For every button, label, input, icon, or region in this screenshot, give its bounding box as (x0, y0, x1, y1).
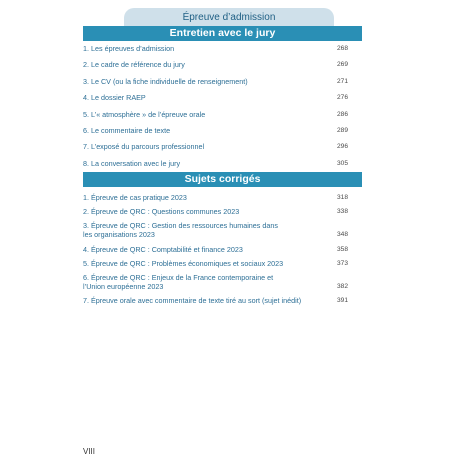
section-title-sujets: Sujets corrigés (83, 172, 362, 187)
section-title-entretien: Entretien avec le jury (83, 26, 362, 41)
toc-entry-page: 338 (336, 208, 348, 216)
toc-entry[interactable] (83, 159, 362, 168)
toc-entry[interactable] (83, 193, 362, 202)
toc-entry-page: 348 (336, 231, 348, 239)
toc-entry-title: 6. Le commentaire de texte (83, 125, 171, 135)
toc-entry[interactable] (83, 245, 362, 254)
toc-entry-title: 2. Le cadre de référence du jury (83, 60, 185, 70)
toc-entry-page: 382 (336, 282, 348, 290)
toc-entry-page: 289 (336, 126, 348, 134)
toc-entry-page: 318 (336, 194, 348, 201)
toc-entry-title: 8. La conversation avec le jury (83, 158, 181, 168)
toc-entry-page: 271 (336, 77, 348, 85)
toc-entry-page: 358 (336, 245, 348, 253)
toc-entry-page: 268 (336, 45, 348, 52)
toc-entry[interactable] (83, 110, 362, 119)
toc-entry-page: 305 (336, 159, 348, 167)
toc-entry[interactable] (83, 259, 362, 268)
toc-entry-page: 269 (336, 61, 348, 69)
toc-entry[interactable] (83, 93, 362, 102)
toc-entry-page: 373 (336, 259, 348, 267)
toc-entry-title: 5. L’« atmosphère » de l’épreuve orale (83, 109, 206, 119)
toc-entry[interactable] (83, 44, 362, 53)
toc-entry[interactable] (83, 221, 362, 239)
toc-entry-page: 391 (336, 297, 348, 305)
toc-entry-page: 296 (336, 143, 348, 151)
toc-entry[interactable] (83, 126, 362, 135)
toc-entry[interactable] (83, 296, 362, 305)
toc-entry-page: 286 (336, 110, 348, 118)
toc-entry[interactable] (83, 142, 362, 151)
toc-entry-title: 2. Épreuve de QRC : Questions communes 2023 (83, 207, 240, 217)
toc-entry-title: 3. Épreuve de QRC : Gestion des ressources humaines dans les organisations 2023 (83, 221, 278, 240)
toc-entry-title: 1. Les épreuves d’admission (83, 44, 175, 53)
toc-list-sujets (83, 193, 362, 310)
toc-entry[interactable] (83, 207, 362, 216)
toc-entry-title: 6. Épreuve de QRC : Enjeux de la France contemporaine et l’Union européenne 2023 (83, 272, 274, 291)
toc-entry[interactable] (83, 273, 362, 291)
toc-entry-title: 5. Épreuve de QRC : Problèmes économiques et sociaux 2023 (83, 258, 284, 268)
toc-entry-title: 4. Épreuve de QRC : Comptabilité et finance 2023 (83, 244, 243, 254)
toc-entry-page: 276 (336, 94, 348, 102)
toc-entry-title: 7. Épreuve orale avec commentaire de texte tiré au sort (sujet inédit) (83, 296, 302, 306)
section-tab: Épreuve d’admission (124, 8, 334, 26)
toc-entry[interactable] (83, 60, 362, 69)
toc-entry[interactable] (83, 77, 362, 86)
toc-entry-title: 7. L’exposé du parcours professionnel (83, 142, 205, 152)
page-number: VIII (83, 447, 96, 456)
toc-entry-title: 1. Épreuve de cas pratique 2023 (83, 193, 187, 202)
toc-list-entretien (83, 44, 362, 175)
toc-entry-title: 3. Le CV (ou la fiche individuelle de renseignement) (83, 76, 248, 86)
toc-entry-title: 4. Le dossier RAEP (83, 93, 146, 103)
